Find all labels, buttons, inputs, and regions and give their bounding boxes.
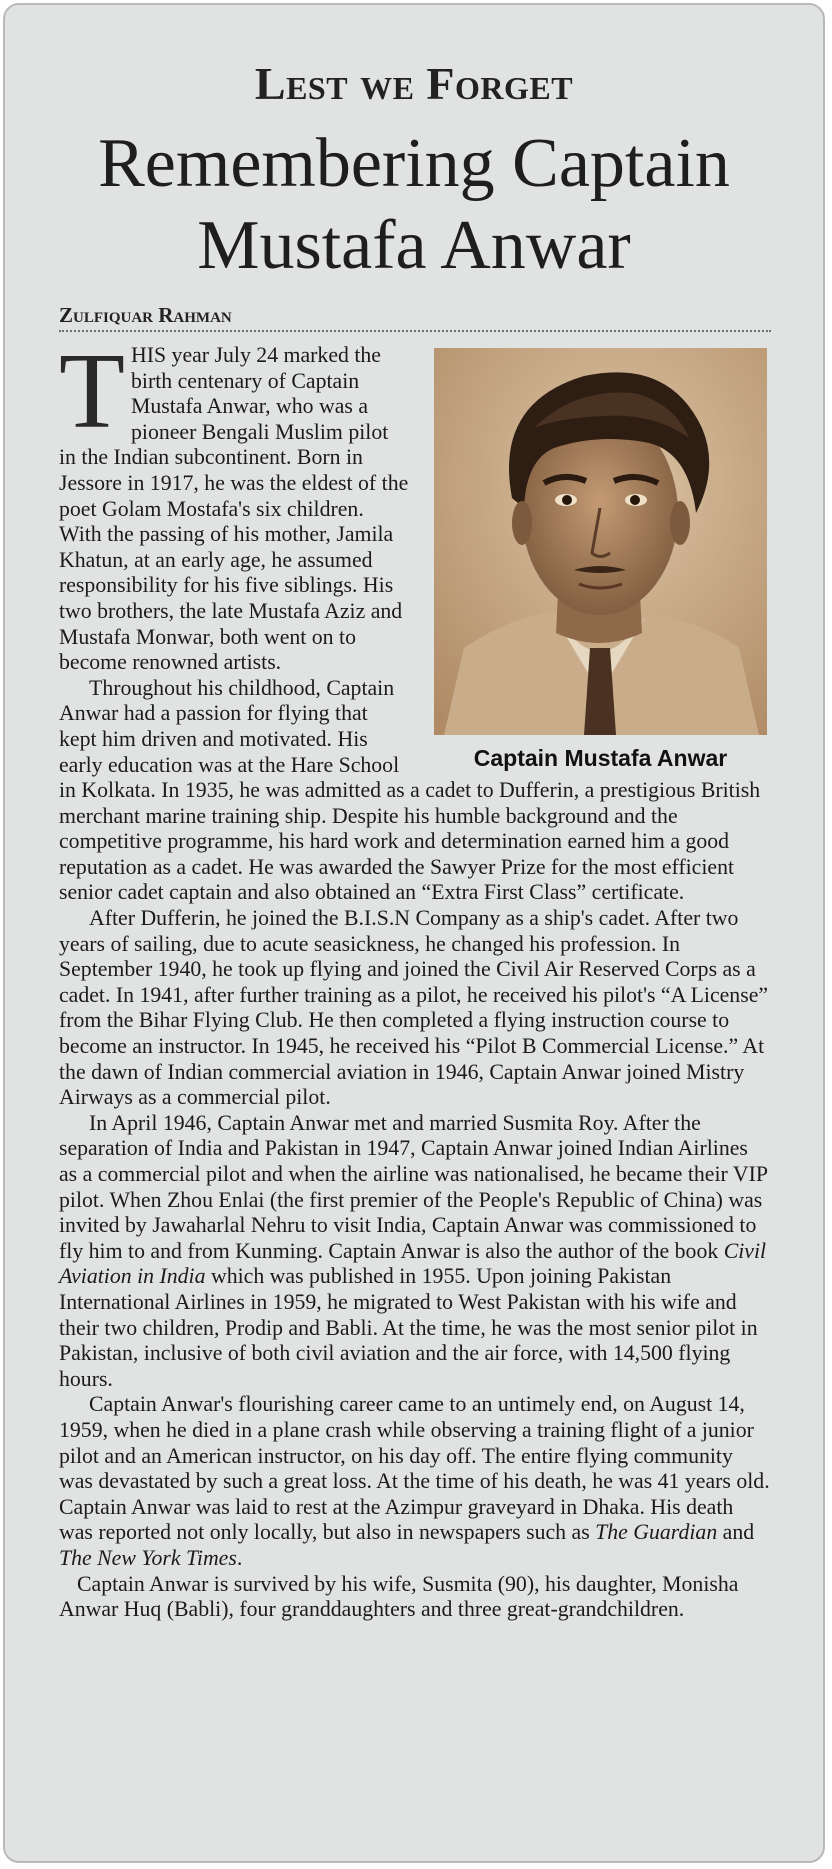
paragraph-1-text: HIS year July 24 marked the birth centenary of Captain Mustafa Anwar, who was a pioneer Bengali Muslim pilot in the Indian subcontinent. Born in Jessore in 1917, he was the eldest of the poet Golam Mostafa's six children. With the passing of his mother, Jamila Khatun, at an early age, he assumed responsibility for his five siblings. His two brothers, the late Mustafa Aziz and Mustafa Monwar, both went on to become renowned artists. <box>59 343 409 675</box>
paragraph-5-text-a: Captain Anwar's flourishing career came to an untimely end, on August 14, 1959, when he died in a plane crash while observing a training flight of a junior pilot and an American instructor, on his day off. The entire flying community was devastated by such a great loss. At the time of his death, he was 41 years old. Captain Anwar was laid to rest at the Azimpur graveyard in Dhaka. His death was reported not only locally, but also in newspapers such as <box>59 1392 770 1545</box>
article-body <box>59 332 771 1623</box>
book-title: Civil Aviation in India <box>59 1238 767 1289</box>
article-headline: Remembering Captain Mustafa Anwar <box>98 125 730 284</box>
figure-spacer <box>409 343 771 775</box>
paragraph-5 <box>59 1392 771 1571</box>
section-kicker: Lest we Forget <box>254 58 574 109</box>
newspaper-nyt: The New York Times <box>59 1545 237 1570</box>
paragraph-5-and: and <box>717 1520 755 1545</box>
newspaper-guardian: The Guardian <box>595 1520 718 1545</box>
paragraph-5-end: . <box>236 1545 243 1570</box>
article-card <box>3 3 825 1863</box>
paragraph-4-text-b: which was published in 1955. Upon joining Pakistan International Airlines in 1959, he migrated to West Pakistan with his wife and their two children, Prodip and Babli. At the time, he was the most senior pilot in Pakistan, inclusive of both civil aviation and the air force, with 14,500 flying hours. <box>59 1264 758 1391</box>
photo-caption: Captain Mustafa Anwar <box>473 745 728 771</box>
byline-divider <box>59 330 771 332</box>
drop-cap: T <box>59 332 125 451</box>
paragraph-2: Throughout his childhood, Captain Anwar had a passion for flying that kept him driven and motivated. His early education was at the Hare School in Kolkata. In 1935, he was admitted as a cadet to Dufferin, a prestigious British merchant marine training ship. Despite his humble background and the competitive programme, his hard work and determination earned him a good reputation as a cadet. He was awarded the Sawyer Prize for the most efficient senior cadet captain and also obtained an “Extra First Class” certificate. <box>59 675 761 905</box>
paragraph-6: Captain Anwar is survived by his wife, Susmita (90), his daughter, Monisha Anwar Huq (Babli), four granddaughters and three great-grandchildren. <box>59 1571 739 1622</box>
paragraph-3: After Dufferin, he joined the B.I.S.N Company as a ship's cadet. After two years of sailing, due to acute seasickness, he changed his profession. In September 1940, he took up flying and joined the Civil Air Reserved Corps as a cadet. In 1941, after further training as a pilot, he received his pilot's “A License” from the Bihar Flying Club. He then completed a flying instruction course to become an instructor. In 1945, he received his “Pilot B Commercial License.” At the dawn of Indian commercial aviation in 1946, Captain Anwar joined Mistry Airways as a commercial pilot. <box>59 906 769 1110</box>
paragraph-4-text-a: In April 1946, Captain Anwar met and married Susmita Roy. After the separation of India and Pakistan in 1947, Captain Anwar joined Indian Airlines as a commercial pilot and when the airline was nationalised, he became their VIP pilot. When Zhou Enlai (the first premier of the People's Republic of China) was invited by Jawaharlal Nehru to visit India, Captain Anwar was commissioned to fly him to and from Kunming. Captain Anwar is also the author of the book <box>59 1110 768 1263</box>
author-byline: Zulfiquar Rahman <box>59 303 232 327</box>
paragraph-4 <box>59 1111 771 1393</box>
